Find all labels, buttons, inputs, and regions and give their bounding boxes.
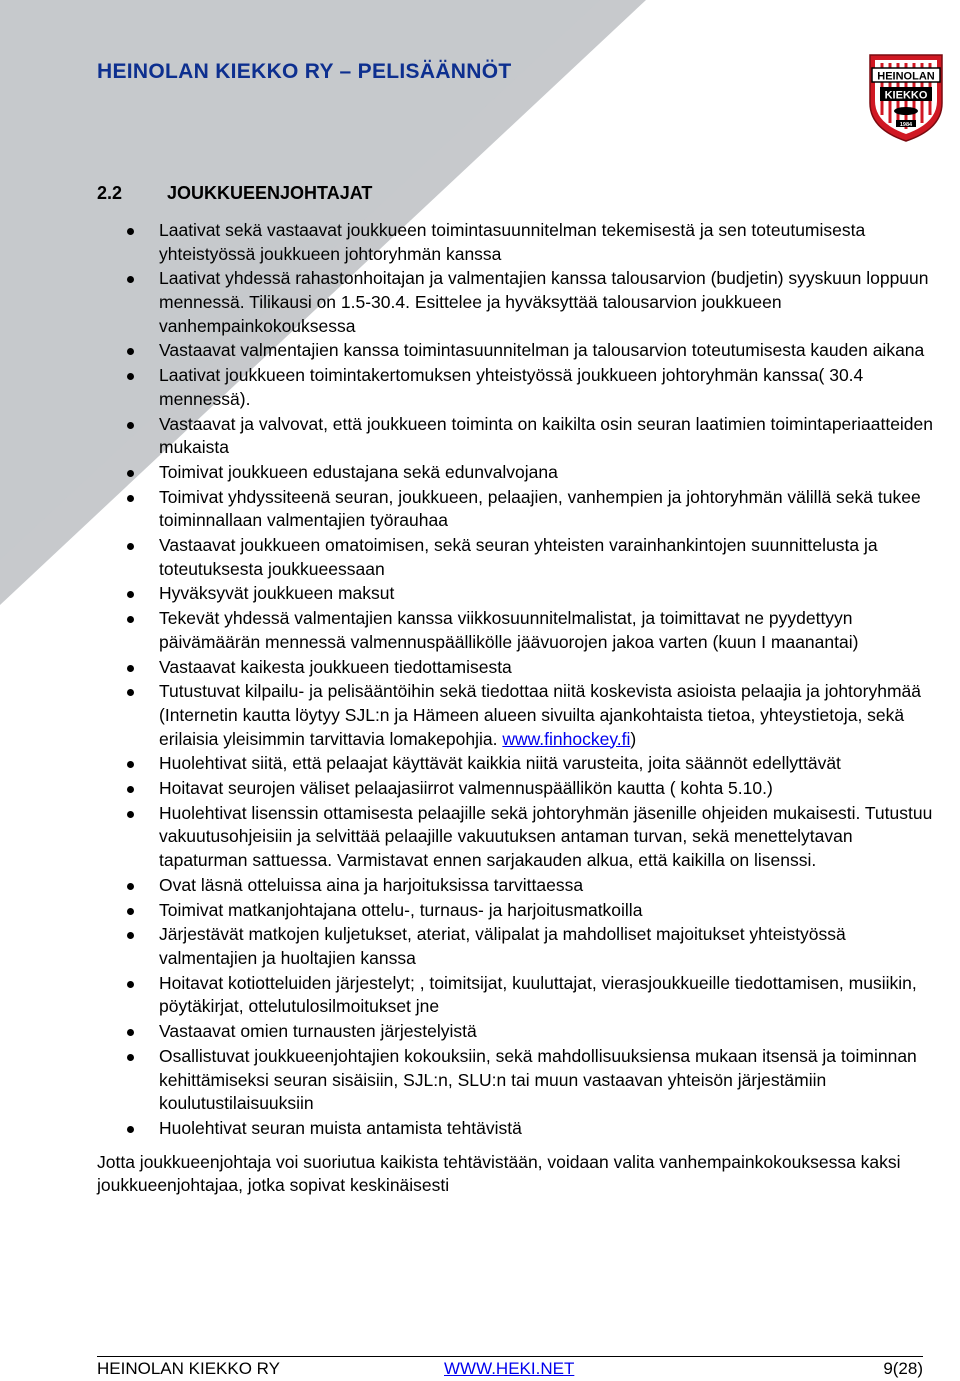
document-title: HEINOLAN KIEKKO RY – PELISÄÄNNÖT: [97, 60, 512, 83]
list-item: [97, 923, 935, 970]
list-item-text: Laativat joukkueen toimintakertomuksen yhteistyössä joukkueen johtoryhmän kanssa( 30.4 mennessä).: [159, 365, 864, 409]
bullet-icon: [127, 908, 134, 915]
bullet-icon: [127, 932, 134, 939]
footer-website-link[interactable]: WWW.HEKI.NET: [444, 1359, 575, 1378]
list-item-text: Huolehtivat seuran muista antamista tehtävistä: [159, 1117, 522, 1138]
list-item-text: Laativat yhdessä rahastonhoitajan ja valmentajien kanssa talousarvion (budjetin) syyskuun loppuun mennessä. Tilikausi on 1.5-30.4. Esittelee ja hyväksyttää talousarvion joukkueen vanhempainkokouksessa: [159, 268, 929, 336]
page-number: 9(28): [883, 1359, 923, 1378]
bullet-icon: [127, 1054, 134, 1061]
logo-top-text: HEINOLAN: [877, 70, 935, 83]
list-item-suffix: ): [630, 728, 637, 749]
list-item: [97, 534, 935, 581]
section-heading: [97, 183, 372, 204]
list-item-text: Järjestävät matkojen kuljetukset, ateriat, välipalat ja mahdolliset majoitukset yhteistyössä valmentajien ja huoltajien kanssa: [159, 924, 846, 968]
list-item: [97, 972, 935, 1019]
duties-list: [97, 219, 935, 1141]
bullet-icon: [127, 276, 134, 283]
list-item-text: Huolehtivat lisenssin ottamisesta pelaajille sekä johtoryhmän jäsenille ohjeiden mukaisesti. Tutustuu vakuutusohjeisiin ja selvittää pelaajille vakuutuksen antaman turvan, sekä menettelytavan tapaturman sattuessa. Varmistavat ennen sarjakauden alkua, että kaikilla on lisenssi.: [159, 802, 933, 871]
list-item: [97, 339, 935, 363]
bullet-icon: [127, 665, 134, 672]
bullet-icon: [127, 373, 134, 380]
list-item-text: Toimivat matkanjohtajana ottelu-, turnaus- ja harjoitusmatkoilla: [159, 899, 643, 920]
list-item: [97, 1117, 935, 1141]
list-item: [97, 777, 935, 801]
list-item-text: Huolehtivat siitä, että pelaajat käyttävät kaikkia niitä varusteita, joita säännöt edellyttävät: [159, 753, 841, 774]
list-item-text: Hoitavat seurojen väliset pelaajasiirrot valmennuspäällikön kautta ( kohta 5.10.): [159, 778, 773, 799]
bullet-icon: [127, 689, 134, 696]
list-item: [97, 486, 935, 533]
list-item: [97, 680, 935, 751]
bullet-icon: [127, 1126, 134, 1133]
bullet-icon: [127, 811, 134, 818]
finhockey-link[interactable]: www.finhockey.fi: [502, 728, 631, 749]
bullet-icon: [127, 1029, 134, 1036]
section-number: 2.2: [97, 183, 123, 203]
list-item: [97, 219, 935, 266]
list-item-text: Vastaavat kaikesta joukkueen tiedottamisesta: [159, 656, 512, 677]
list-item-text: Vastaavat omien turnausten järjestelyistä: [159, 1021, 477, 1042]
club-logo: [866, 51, 946, 143]
list-item-text: Laativat sekä vastaavat joukkueen toimintasuunnitelman tekemisestä ja sen toteutumisesta yhteistyössä joukkueen johtoryhmän kanssa: [159, 220, 866, 264]
list-item: [97, 607, 935, 654]
list-item-text: Ovat läsnä otteluissa aina ja harjoituksissa tarvittaessa: [159, 874, 584, 895]
bullet-icon: [127, 883, 134, 890]
list-item-text: Hoitavat kotiotteluiden järjestelyt; , toimitsijat, kuuluttajat, vierasjoukkueille tiedottamisen, musiikin, pöytäkirjat, ottelutulosilmoitukset jne: [159, 972, 917, 1017]
list-item-text: Tekevät yhdessä valmentajien kanssa viikkosuunnitelmalistat, ja toimittavat ne pyydettyyn päivämäärän mennessä valmennuspäällikölle jäävuorojen jakoa varten (kuun I maanantai): [159, 608, 859, 652]
list-item: [97, 461, 935, 485]
bullet-icon: [127, 348, 134, 355]
bullet-icon: [127, 786, 134, 793]
list-item-text: Tutustuvat kilpailu- ja pelisääntöihin sekä tiedottaa niitä koskevista asioista pelaajia ja johtoryhmää (Internetin kautta löytyy SJL:n ja Hämeen alueen sivuilta ajankohtaista tietoa, yhteystietoja, sekä erilaisia yleisimmin tarvittavia lomakepohjia.: [159, 681, 922, 749]
list-item-text: Osallistuvat joukkueenjohtajien kokouksiin, sekä mahdollisuuksiensa mukaan itsensä ja toiminnan kehittämiseksi seuran sisäisiin, SJL:n, SLU:n tai muun vastaavan yhteisön järjestämiin koulutustilaisuuksiin: [159, 1045, 917, 1114]
bullet-icon: [127, 761, 134, 768]
logo-year: 1984: [899, 122, 913, 128]
bullet-icon: [127, 543, 134, 550]
closing-paragraph: Jotta joukkueenjohtaja voi suoriutua kaikista tehtävistään, voidaan valita vanhempainkokouksessa kaksi joukkueenjohtajaa, jotka sopivat keskinäisesti: [97, 1151, 901, 1196]
list-item: [97, 752, 935, 776]
list-item: [97, 364, 935, 411]
bullet-icon: [127, 422, 134, 429]
footer-organization: HEINOLAN KIEKKO RY: [97, 1359, 280, 1378]
list-item-text: Vastaavat joukkueen omatoimisen, sekä seuran yhteisten varainhankintojen suunnittelusta ja toteutuksesta joukkueessaan: [159, 535, 878, 579]
bullet-icon: [127, 228, 134, 235]
list-item: [97, 802, 935, 873]
bullet-icon: [127, 495, 134, 502]
list-item: [97, 656, 935, 680]
list-item-text: Vastaavat ja valvovat, että joukkueen toiminta on kaikilta osin seuran laatimien toimintaperiaatteiden mukaista: [159, 413, 934, 458]
bullet-icon: [127, 616, 134, 623]
list-item: [97, 1020, 935, 1044]
logo-bottom-text: KIEKKO: [884, 89, 928, 102]
list-item-text: Hyväksyvät joukkueen maksut: [159, 583, 395, 604]
bullet-icon: [127, 591, 134, 598]
list-item: [97, 1045, 935, 1116]
list-item: [97, 582, 935, 606]
list-item: [97, 899, 935, 923]
document-body: [97, 219, 935, 1198]
bullet-icon: [127, 470, 134, 477]
section-title: JOUKKUEENJOHTAJAT: [167, 183, 373, 203]
list-item: [97, 267, 935, 338]
list-item-text: Toimivat joukkueen edustajana sekä edunvalvojana: [159, 461, 558, 482]
list-item: [97, 413, 935, 460]
footer-divider: [97, 1356, 923, 1357]
bullet-icon: [127, 981, 134, 988]
list-item: [97, 874, 935, 898]
list-item-text: Toimivat yhdyssiteenä seuran, joukkueen, pelaajien, vanhempien ja johtoryhmän välillä sekä tukee toiminnallaan valmentajien työrauhaa: [159, 486, 921, 531]
list-item-text: Vastaavat valmentajien kanssa toimintasuunnitelman ja talousarvion toteutumisesta kauden aikana: [159, 340, 925, 361]
